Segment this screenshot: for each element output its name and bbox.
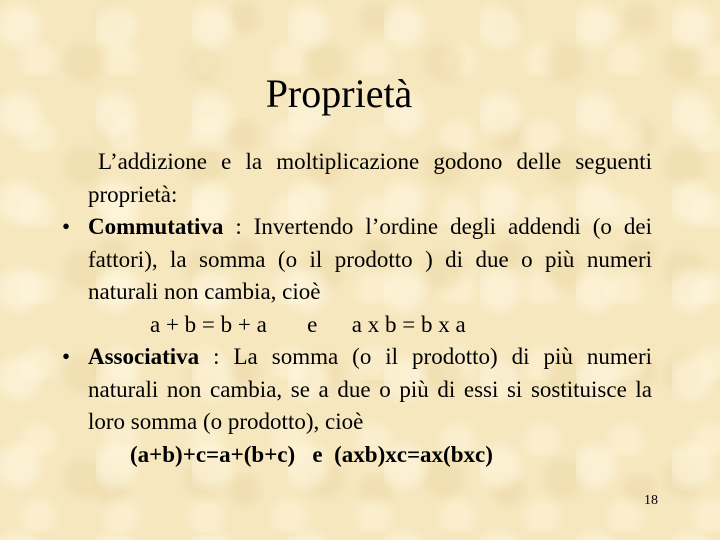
bullet-icon: • (62, 344, 71, 369)
property-term: Associativa (88, 344, 200, 369)
bullet-associativa (62, 341, 652, 439)
slide-title: Proprietà (265, 71, 413, 116)
commutative-formula: a + b = b + a e a x b = b x a (150, 311, 466, 337)
slide-body (62, 146, 652, 471)
property-description: : La somma (o il prodotto) di più numeri naturali non cambia, se a due o più di essi si sostituisce la loro somma (o prodotto), cioè (88, 344, 652, 434)
property-term: Commutativa (88, 214, 224, 239)
associative-formula: (a+b)+c=a+(b+c) e (axb)xc=ax(bxc) (130, 441, 493, 467)
property-description: : Invertendo l’ordine degli addendi (o dei fattori), la somma (o il prodotto ) di due o più numeri naturali non cambia, cioè (88, 214, 652, 304)
intro-text: L’addizione e la moltiplicazione godono delle seguenti proprietà: (88, 149, 652, 207)
page-number: 18 (644, 493, 658, 508)
bullet-commutativa (62, 211, 652, 309)
bullet-icon: • (62, 214, 71, 239)
